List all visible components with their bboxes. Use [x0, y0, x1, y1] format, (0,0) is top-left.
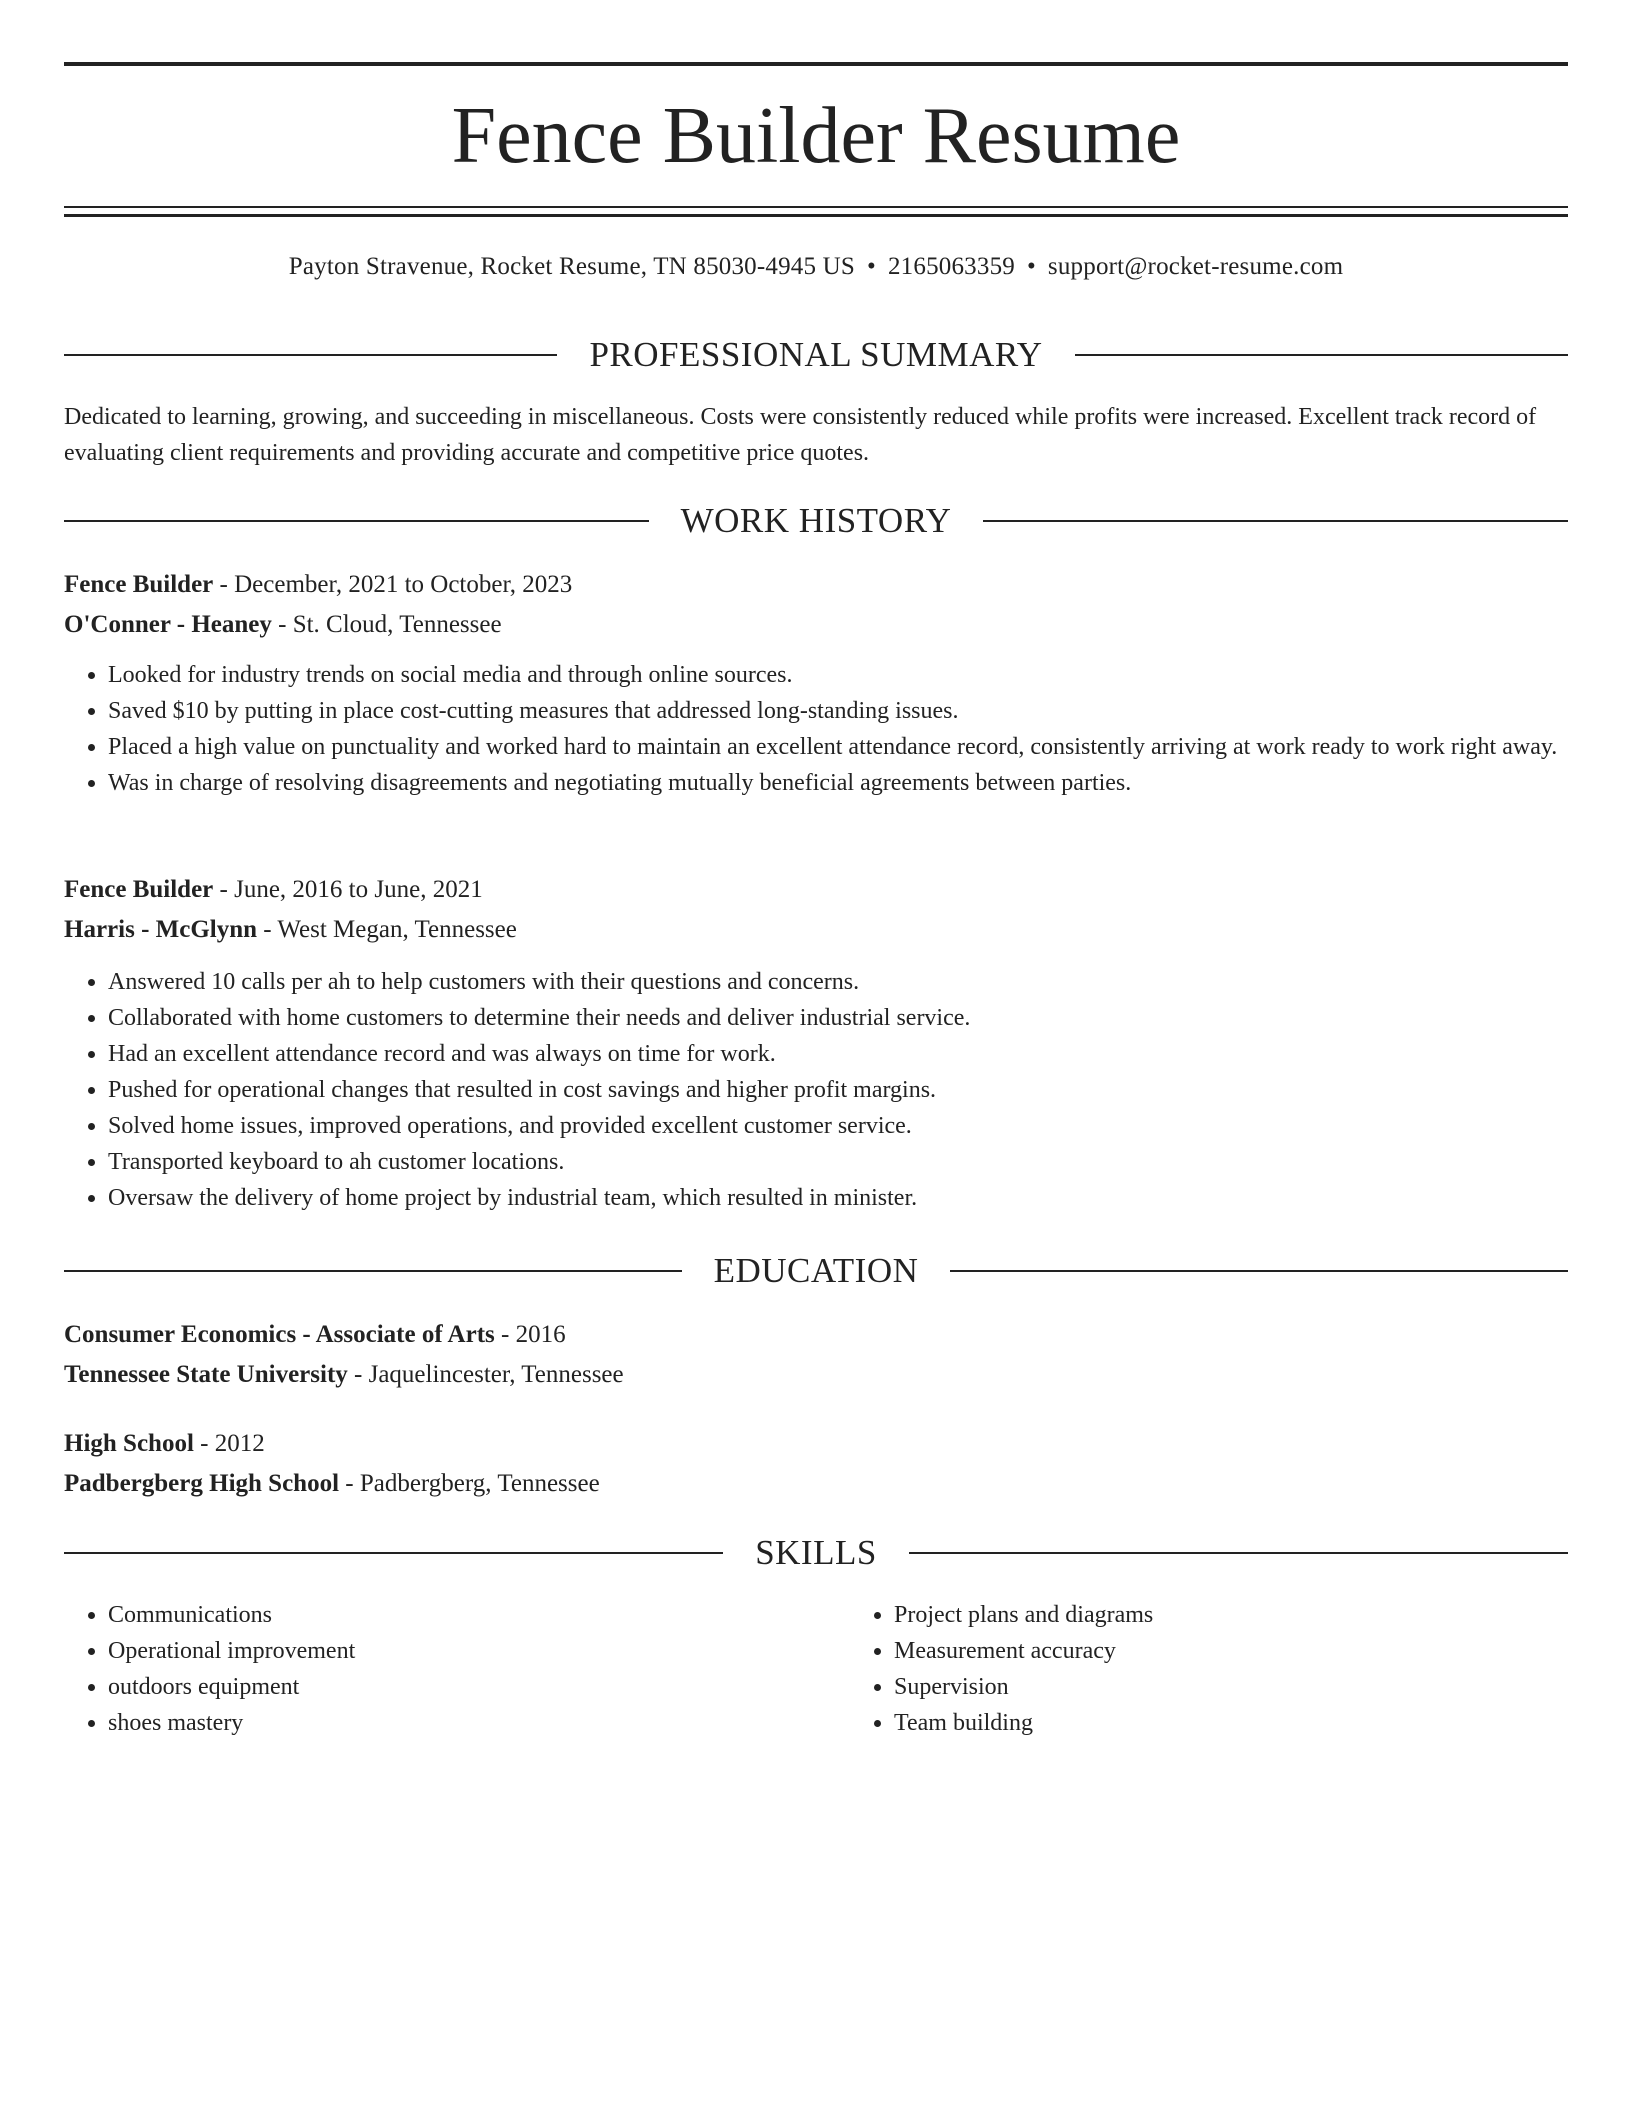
summary-text: Dedicated to learning, growing, and succeeding in miscellaneous. Costs were consistently reduced while profits were increased. Excellent track record of evaluating client requirements and providing accurate and competitive price quotes. [64, 404, 1537, 466]
skills-list-right [850, 1597, 1632, 1741]
education-degree-line [64, 1424, 1568, 1464]
skill-item: • Team building [894, 1705, 1632, 1741]
list-item: • Solved home issues, improved operations, and provided excellent customer service. [108, 1108, 1568, 1144]
contact-separator: • [1026, 253, 1036, 280]
skill-item: • shoes mastery [108, 1705, 850, 1741]
list-item: • Answered 10 calls per ah to help customers with their questions and concerns. [108, 964, 1568, 1000]
list-item: • Collaborated with home customers to determine their needs and deliver industrial service. [108, 1000, 1568, 1036]
education-degree: Consumer Economics - Associate of Arts [64, 1321, 495, 1348]
title-double-rule [64, 206, 1568, 217]
top-rule [64, 62, 1568, 66]
job-location: - West Megan, Tennessee [257, 916, 517, 943]
skill-item: • Measurement accuracy [894, 1633, 1632, 1669]
list-item: • Transported keyboard to ah customer locations. [108, 1144, 1568, 1180]
contact-address: Payton Stravenue, Rocket Resume, TN 85030-4945 US [288, 253, 856, 280]
job-title: Fence Builder [64, 876, 214, 903]
job-dates: - December, 2021 to October, 2023 [213, 571, 573, 598]
education-degree: High School [64, 1430, 194, 1457]
skill-item: • Communications [108, 1597, 850, 1633]
job-company: O'Conner - Heaney [64, 611, 272, 638]
skills-list-left [64, 1597, 850, 1741]
education-year: - 2016 [494, 1321, 566, 1348]
job-dates: - June, 2016 to June, 2021 [213, 876, 483, 903]
list-item: • Had an excellent attendance record and was always on time for work. [108, 1036, 1568, 1072]
job-company-line [64, 910, 1568, 950]
section-title: SKILLS [755, 1533, 877, 1572]
education-degree-line [64, 1315, 1568, 1355]
education-location: - Padbergberg, Tennessee [339, 1470, 600, 1497]
section-title: WORK HISTORY [680, 501, 952, 540]
contact-phone: 2165063359 [887, 253, 1015, 280]
page-title: Fence Builder Resume [451, 92, 1181, 180]
job-entry [64, 565, 1568, 801]
skill-item: • Supervision [894, 1669, 1632, 1705]
education-school: Padbergberg High School [64, 1470, 340, 1497]
list-item: • Oversaw the delivery of home project by industrial team, which resulted in minister. [108, 1180, 1568, 1216]
education-school: Tennessee State University [64, 1361, 348, 1388]
job-company: Harris - McGlynn [64, 916, 258, 943]
contact-separator: • [867, 253, 876, 280]
job-bullets [64, 657, 1568, 801]
job-title-line [64, 870, 1568, 910]
list-item: • Was in charge of resolving disagreements and negotiating mutually beneficial agreements between parties. [108, 765, 1568, 801]
section-header-skills [64, 1533, 1568, 1573]
job-bullets [64, 964, 1568, 1216]
contact-email: support@rocket-resume.com [1047, 253, 1344, 280]
section-title: EDUCATION [713, 1251, 919, 1290]
skills-columns [64, 1597, 1568, 1741]
skill-item: • outdoors equipment [108, 1669, 850, 1705]
list-item: • Pushed for operational changes that resulted in cost savings and higher profit margins. [108, 1072, 1568, 1108]
education-year: - 2012 [193, 1430, 265, 1457]
education-school-line [64, 1355, 1568, 1395]
contact-line [64, 251, 1568, 283]
job-company-line [64, 605, 1568, 645]
education-location: - Jaquelincester, Tennessee [347, 1361, 624, 1388]
skill-item: • Project plans and diagrams [894, 1597, 1632, 1633]
list-item: • Looked for industry trends on social media and through online sources. [108, 657, 1568, 693]
section-header-summary [64, 335, 1568, 375]
list-item: • Placed a high value on punctuality and worked hard to maintain an excellent attendance record, consistently arriving at work ready to work right away. [108, 729, 1568, 765]
skill-item: • Operational improvement [108, 1633, 850, 1669]
job-location: - St. Cloud, Tennessee [271, 611, 502, 638]
education-entry [64, 1315, 1568, 1395]
section-header-work-history [64, 501, 1568, 541]
list-item: • Saved $10 by putting in place cost-cutting measures that addressed long-standing issues. [108, 693, 1568, 729]
job-title: Fence Builder [64, 571, 214, 598]
section-title: PROFESSIONAL SUMMARY [589, 335, 1043, 374]
job-title-line [64, 565, 1568, 605]
section-header-education [64, 1251, 1568, 1291]
education-school-line [64, 1464, 1568, 1504]
job-entry [64, 870, 1568, 1216]
education-entry [64, 1424, 1568, 1504]
